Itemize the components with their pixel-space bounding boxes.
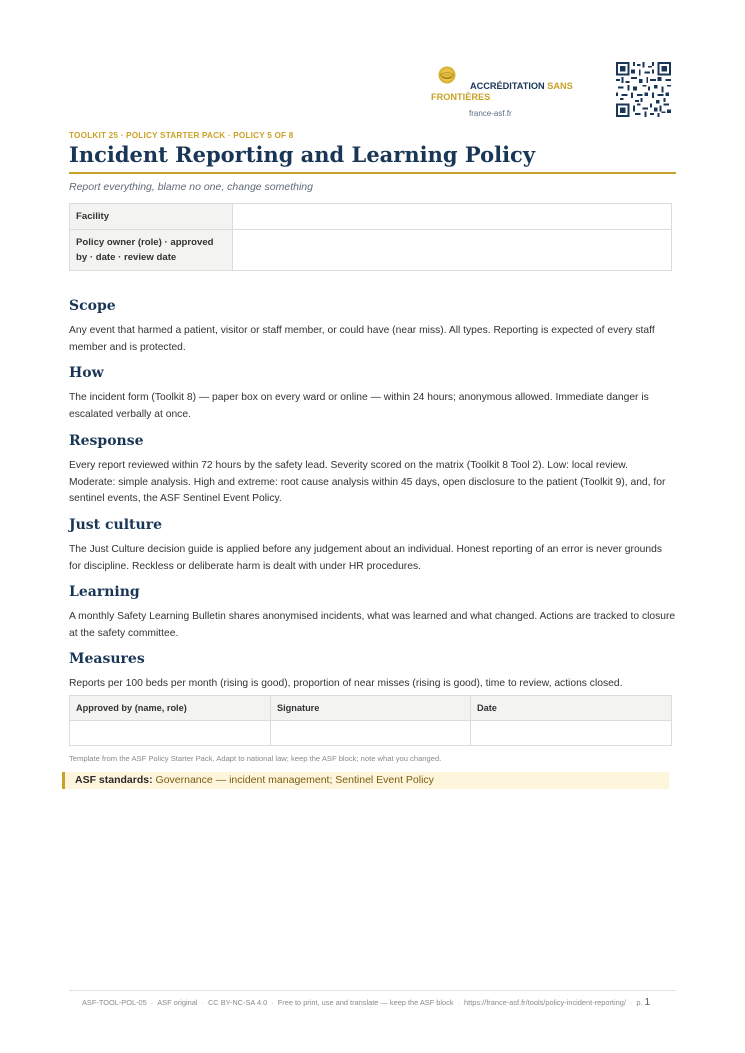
footer-divider: [69, 990, 676, 991]
page-title: Incident Reporting and Learning Policy: [69, 142, 536, 167]
section-measures: [69, 650, 676, 693]
approval-signature-table: [69, 695, 672, 746]
section-just-culture: [69, 516, 676, 575]
brand-name: [431, 81, 609, 103]
page-footer: ASF-TOOL-POL-05 · ASF original · CC BY-NC-SA 4.0 · Free to print, use and translate — keep the ASF block · https://france-asf.fr/tools/policy-incident-reporting/ · p. 1: [82, 997, 651, 1008]
page-number-prefix: p.: [636, 998, 643, 1007]
section-body: The incident form (Toolkit 8) — paper box on every ward or online — within 24 hours; anonymous allowed. Immediate danger is escalated verbally at once.: [69, 392, 649, 420]
signature-field[interactable]: [271, 721, 471, 746]
policy-owner-field[interactable]: [233, 230, 672, 271]
section-response: [69, 432, 676, 508]
section-body: Reports per 100 beds per month (rising is good), proportion of near misses (rising is good), time to review, actions closed.: [69, 678, 623, 689]
footer-origin: ASF original: [157, 998, 198, 1007]
table-row: [70, 204, 672, 230]
approved-by-field[interactable]: [70, 721, 271, 746]
section-heading: Scope: [69, 298, 116, 314]
section-heading: Response: [69, 433, 144, 449]
brand-name-primary: ACCRÉDITATION: [470, 81, 545, 91]
policy-owner-label: [70, 230, 233, 271]
standards-value: Governance — incident management; Sentinel Event Policy: [155, 774, 434, 786]
policy-owner-label-line2: by · date · review date: [76, 252, 177, 263]
footer-usage-note: Free to print, use and translate — keep the ASF block: [277, 998, 454, 1007]
signature-header: Signature: [271, 696, 471, 721]
section-heading: Just culture: [69, 517, 162, 533]
approved-by-header: Approved by (name, role): [70, 696, 271, 721]
brand-url: france-asf.fr: [469, 109, 512, 118]
template-note: Template from the ASF Policy Starter Pack. Adapt to national law; keep the ASF block; note what you changed.: [69, 754, 442, 763]
section-how: [69, 364, 676, 423]
brand-name-accent: SANS FRONTIÈRES: [431, 81, 573, 102]
asf-standards-callout: [62, 772, 669, 789]
table-header-row: [70, 696, 672, 721]
facility-field[interactable]: [233, 204, 672, 230]
section-body: Every report reviewed within 72 hours by the safety lead. Severity scored on the matrix (Toolkit 8 Tool 2). Low: local review. Moderate: simple analysis. High and extreme: root cause analysis within 45 days, open disclosure to the patient (Toolkit 9), and, for sentinel events, the ASF Sentinel Event Policy.: [69, 460, 666, 505]
section-body: Any event that harmed a patient, visitor or staff member, or could have (near miss). All types. Reporting is expected of every staff member and is protected.: [69, 325, 655, 353]
facility-label: Facility: [70, 204, 233, 230]
policy-owner-label-line1: Policy owner (role) · approved: [76, 237, 214, 248]
page-number: 1: [644, 997, 651, 1008]
section-heading: How: [69, 365, 104, 381]
section-heading: Learning: [69, 584, 140, 600]
date-header: Date: [471, 696, 672, 721]
table-row: [70, 721, 672, 746]
section-body: A monthly Safety Learning Bulletin shares anonymised incidents, what was learned and what changed. Actions are tracked to closure at the safety committee.: [69, 611, 676, 639]
title-divider: [69, 172, 676, 174]
table-row: [70, 230, 672, 271]
standards-label: ASF standards:: [75, 774, 153, 786]
section-scope: [69, 297, 676, 356]
date-field[interactable]: [471, 721, 672, 746]
document-kicker: TOOLKIT 25 · POLICY STARTER PACK · POLICY 5 OF 8: [69, 131, 294, 140]
footer-url-link[interactable]: https://france-asf.fr/tools/policy-incident-reporting/: [464, 998, 626, 1007]
qr-code-icon: [616, 62, 671, 117]
section-learning: [69, 583, 676, 642]
section-body: The Just Culture decision guide is applied before any judgement about an individual. Honest reporting of an error is never grounds for discipline. Reckless or deliberate harm is dealt with under HR procedures.: [69, 544, 663, 572]
footer-document-code: ASF-TOOL-POL-05: [82, 998, 147, 1007]
page-subtitle: Report everything, blame no one, change something: [69, 181, 313, 193]
section-heading: Measures: [69, 651, 145, 667]
footer-license: CC BY-NC-SA 4.0: [207, 998, 268, 1007]
policy-metadata-table: [69, 203, 672, 271]
